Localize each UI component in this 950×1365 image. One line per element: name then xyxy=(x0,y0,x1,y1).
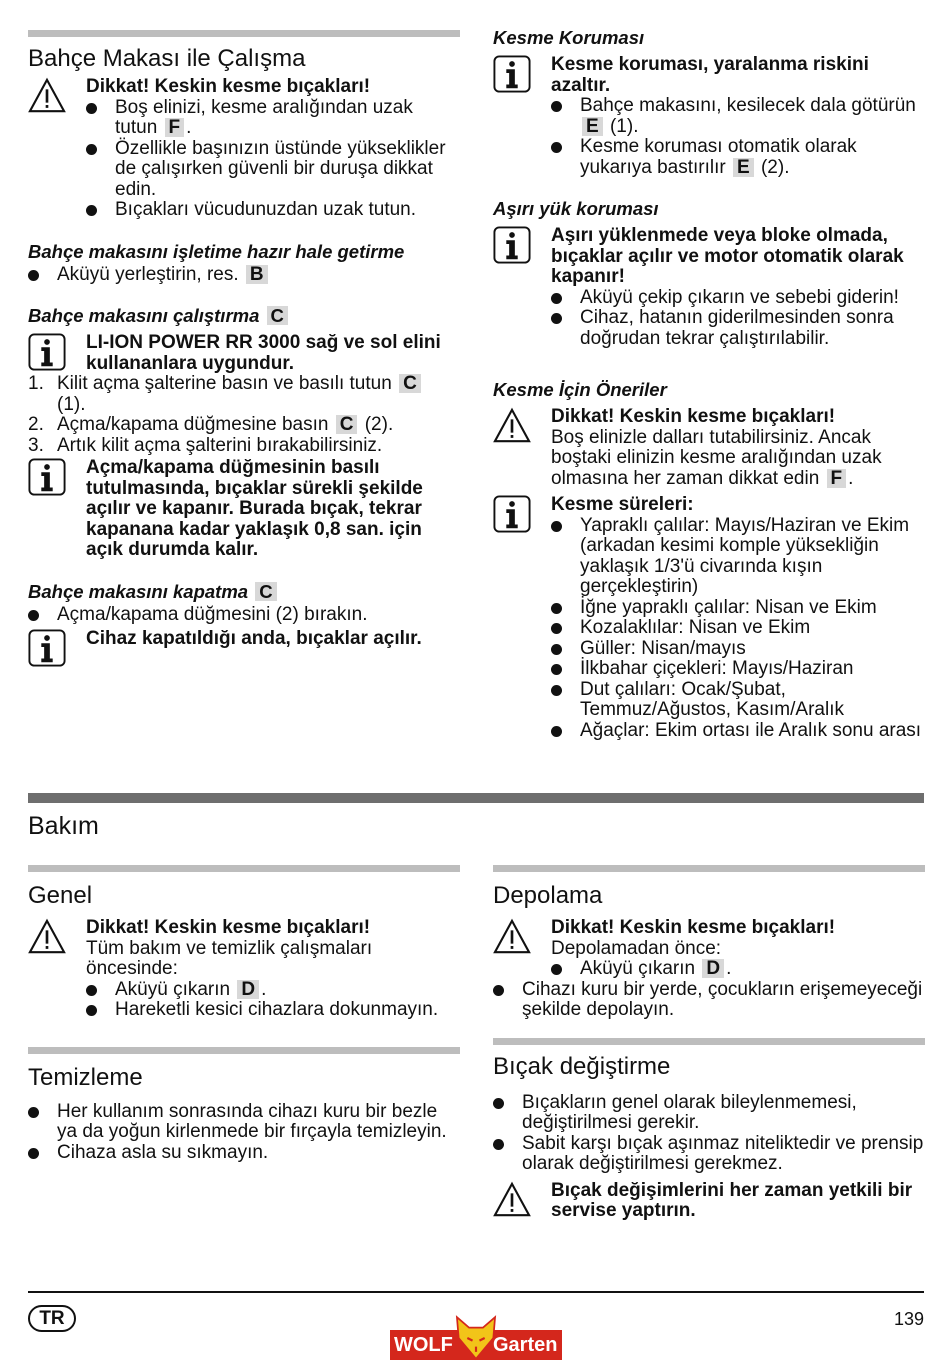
list-item: Ağaçlar: Ekim ortası ile Aralık sonu arası xyxy=(551,721,925,742)
list-item: Cihaza asla su sıkmayın. xyxy=(28,1143,460,1164)
language-badge xyxy=(28,1305,76,1332)
numbered-steps xyxy=(28,374,460,456)
section-rule xyxy=(493,1038,925,1045)
list-item: Güller: Nisan/mayıs xyxy=(551,639,925,660)
brand-logo xyxy=(390,1312,562,1364)
info-icon xyxy=(493,55,531,93)
info-text: LI-ION POWER RR 3000 sağ ve sol elini kullananlara uygundur. xyxy=(86,332,441,374)
list-item: İlkbahar çiçekleri: Mayıs/Haziran xyxy=(551,659,925,680)
warning-note xyxy=(493,918,925,980)
section-title: Genel xyxy=(28,882,93,909)
logo-text-left: WOLF xyxy=(394,1334,453,1356)
footer-rule xyxy=(28,1291,924,1293)
left-column xyxy=(28,30,460,650)
logo-text-right: Garten xyxy=(493,1334,558,1356)
warning-text: Boş elinizle dalları tutabilirsiniz. Ancak boştaki elinizin kesme aralığından uzak olmasına her zaman dikkat edin F . xyxy=(551,426,882,489)
warning-note xyxy=(493,407,925,489)
section-title: Temizleme xyxy=(28,1063,143,1091)
subsection-title: Bahçe makasını kapatma C xyxy=(28,581,460,603)
list-item: Sabit karşı bıçak aşınmaz niteliktedir ve prensip olarak değiştirilmesi gerekmez. xyxy=(493,1134,925,1175)
warning-title: Dikkat! Keskin kesme bıçakları! xyxy=(86,76,371,97)
section-title: Bıçak değiştirme xyxy=(493,1052,671,1080)
list-item: Cihaz, hatanın giderilmesinden sonra doğrudan tekrar çalıştırılabilir. xyxy=(551,308,925,349)
warning-icon xyxy=(28,77,66,115)
info-title: Kesme süreleri: xyxy=(551,494,694,515)
figure-ref-badge: C xyxy=(336,415,358,434)
subsection-title: Kesme İçin Öneriler xyxy=(493,379,667,400)
info-icon xyxy=(28,458,66,496)
warning-note xyxy=(28,77,460,221)
list-item: Dut çalıları: Ocak/Şubat, Temmuz/Ağustos, Kasım/Aralık xyxy=(551,680,925,721)
list-item: Bıçakların genel olarak bileylenmemesi, değiştirilmesi gerekir. xyxy=(493,1093,925,1134)
info-text: Aşırı yüklenmede veya bloke olmada, bıçaklar açılır ve motor otomatik olarak kapanır! xyxy=(551,225,904,287)
list-item: Yapraklı çalılar: Mayıs/Haziran ve Ekim (arkadan kesimi komple yüksekliğin yaklaşık 1/3'ü civarında kışın gerçekleştirin) xyxy=(551,516,925,598)
list-item: Aküyü çıkarın D . xyxy=(551,959,925,980)
subsection-title: Bahçe makasını çalıştırma C xyxy=(28,305,460,327)
warning-note xyxy=(28,918,460,1021)
info-note xyxy=(28,458,460,561)
page-number: 139 xyxy=(893,1309,924,1329)
info-note xyxy=(493,495,925,741)
info-icon xyxy=(493,495,531,533)
subsection-title: Kesme Koruması xyxy=(493,27,645,48)
list-item: Açma/kapama düğmesini (2) bırakın. xyxy=(28,605,460,626)
list-item: İğne yapraklı çalılar: Nisan ve Ekim xyxy=(551,598,925,619)
warning-title: Dikkat! Keskin kesme bıçakları! xyxy=(551,406,836,427)
info-text: Cihaz kapatıldığı anda, bıçaklar açılır. xyxy=(86,628,422,649)
info-note xyxy=(493,55,925,178)
figure-ref-badge: D xyxy=(702,959,724,978)
warning-icon xyxy=(493,918,531,956)
info-icon xyxy=(28,333,66,371)
list-item: Kozalaklılar: Nisan ve Ekim xyxy=(551,618,925,639)
subsection-title: Aşırı yük koruması xyxy=(493,198,659,219)
list-item: Aküyü çıkarın D . xyxy=(86,980,460,1001)
section-rule xyxy=(493,865,925,872)
info-text: Açma/kapama düğmesinin basılı tutulmasında, bıçaklar sürekli şekilde açılır ve kapanır. Burada bıçak, tekrar kapanana kadar yaklaşık 0,8 san. için açık durumda kalır. xyxy=(86,457,423,560)
maintenance-rule xyxy=(28,793,924,803)
figure-ref-badge: E xyxy=(582,117,603,136)
info-note xyxy=(493,226,925,349)
info-icon xyxy=(28,629,66,667)
section-title: Depolama xyxy=(493,882,603,909)
section-rule xyxy=(28,30,460,37)
figure-ref-badge: C xyxy=(255,582,276,601)
warning-icon xyxy=(493,407,531,445)
list-item: Aküyü yerleştirin, res. B xyxy=(28,265,460,286)
language-code: TR xyxy=(39,1308,65,1329)
list-item: Her kullanım sonrasında cihazı kuru bir bezle ya da yoğun kirlenmede bir fırçayla temizleyin. xyxy=(28,1102,460,1143)
warning-text: Tüm bakım ve temizlik çalışmaları öncesinde: xyxy=(86,937,373,979)
info-icon xyxy=(493,226,531,264)
warning-icon xyxy=(28,918,66,956)
info-note xyxy=(28,333,460,374)
maintenance-title: Bakım xyxy=(28,812,99,840)
list-item: 3. Artık kilit açma şalterini bırakabilirsiniz. xyxy=(28,434,383,456)
list-item: Kesme koruması otomatik olarak yukarıya bastırılır E (2). xyxy=(551,137,925,178)
warning-text: Bıçak değişimlerini her zaman yetkili bir servise yaptırın. xyxy=(551,1179,913,1221)
list-item: Aküyü çekip çıkarın ve sebebi giderin! xyxy=(551,288,925,309)
warning-title: Dikkat! Keskin kesme bıçakları! xyxy=(551,917,836,938)
section-title: Bahçe Makası ile Çalışma xyxy=(28,45,306,72)
section-rule xyxy=(28,1047,460,1054)
warning-text: Depolamadan önce: xyxy=(551,937,722,959)
info-text: Kesme koruması, yaralanma riskini azaltır. xyxy=(551,54,869,96)
storage-column xyxy=(493,865,925,1222)
right-column xyxy=(493,27,925,741)
list-item: 2. Açma/kapama düğmesine basın C (2). xyxy=(28,414,394,435)
warning-title: Dikkat! Keskin kesme bıçakları! xyxy=(86,917,371,938)
figure-ref-badge: B xyxy=(246,265,268,284)
list-item: Hareketli kesici cihazlara dokunmayın. xyxy=(86,1000,460,1021)
general-column xyxy=(28,865,460,1163)
list-item: Boş elinizi, kesme aralığından uzak tutun F . xyxy=(86,98,460,139)
list-item: Bıçakları vücudunuzdan uzak tutun. xyxy=(86,200,460,221)
figure-ref-badge: F xyxy=(165,118,185,137)
list-item: Cihazı kuru bir yerde, çocukların erişemeyeceği şekilde depolayın. xyxy=(493,980,925,1021)
warning-icon xyxy=(493,1181,531,1219)
figure-ref-badge: D xyxy=(237,980,259,999)
figure-ref-badge: C xyxy=(399,374,421,393)
section-rule xyxy=(28,865,460,872)
subsection-title: Bahçe makasını işletime hazır hale getirme xyxy=(28,240,405,262)
figure-ref-badge: E xyxy=(733,158,754,177)
info-note xyxy=(28,629,460,650)
list-item: Özellikle başınızın üstünde yükseklikler de çalışırken güvenli bir duruşa dikkat edin. xyxy=(86,139,460,201)
figure-ref-badge: C xyxy=(267,306,288,325)
warning-note xyxy=(493,1181,925,1222)
list-item: 1. Kilit açma şalterine basın ve basılı tutun C (1). xyxy=(28,374,460,415)
list-item: Bahçe makasını, kesilecek dala götürün E (1). xyxy=(551,96,925,137)
figure-ref-badge: F xyxy=(827,469,847,488)
